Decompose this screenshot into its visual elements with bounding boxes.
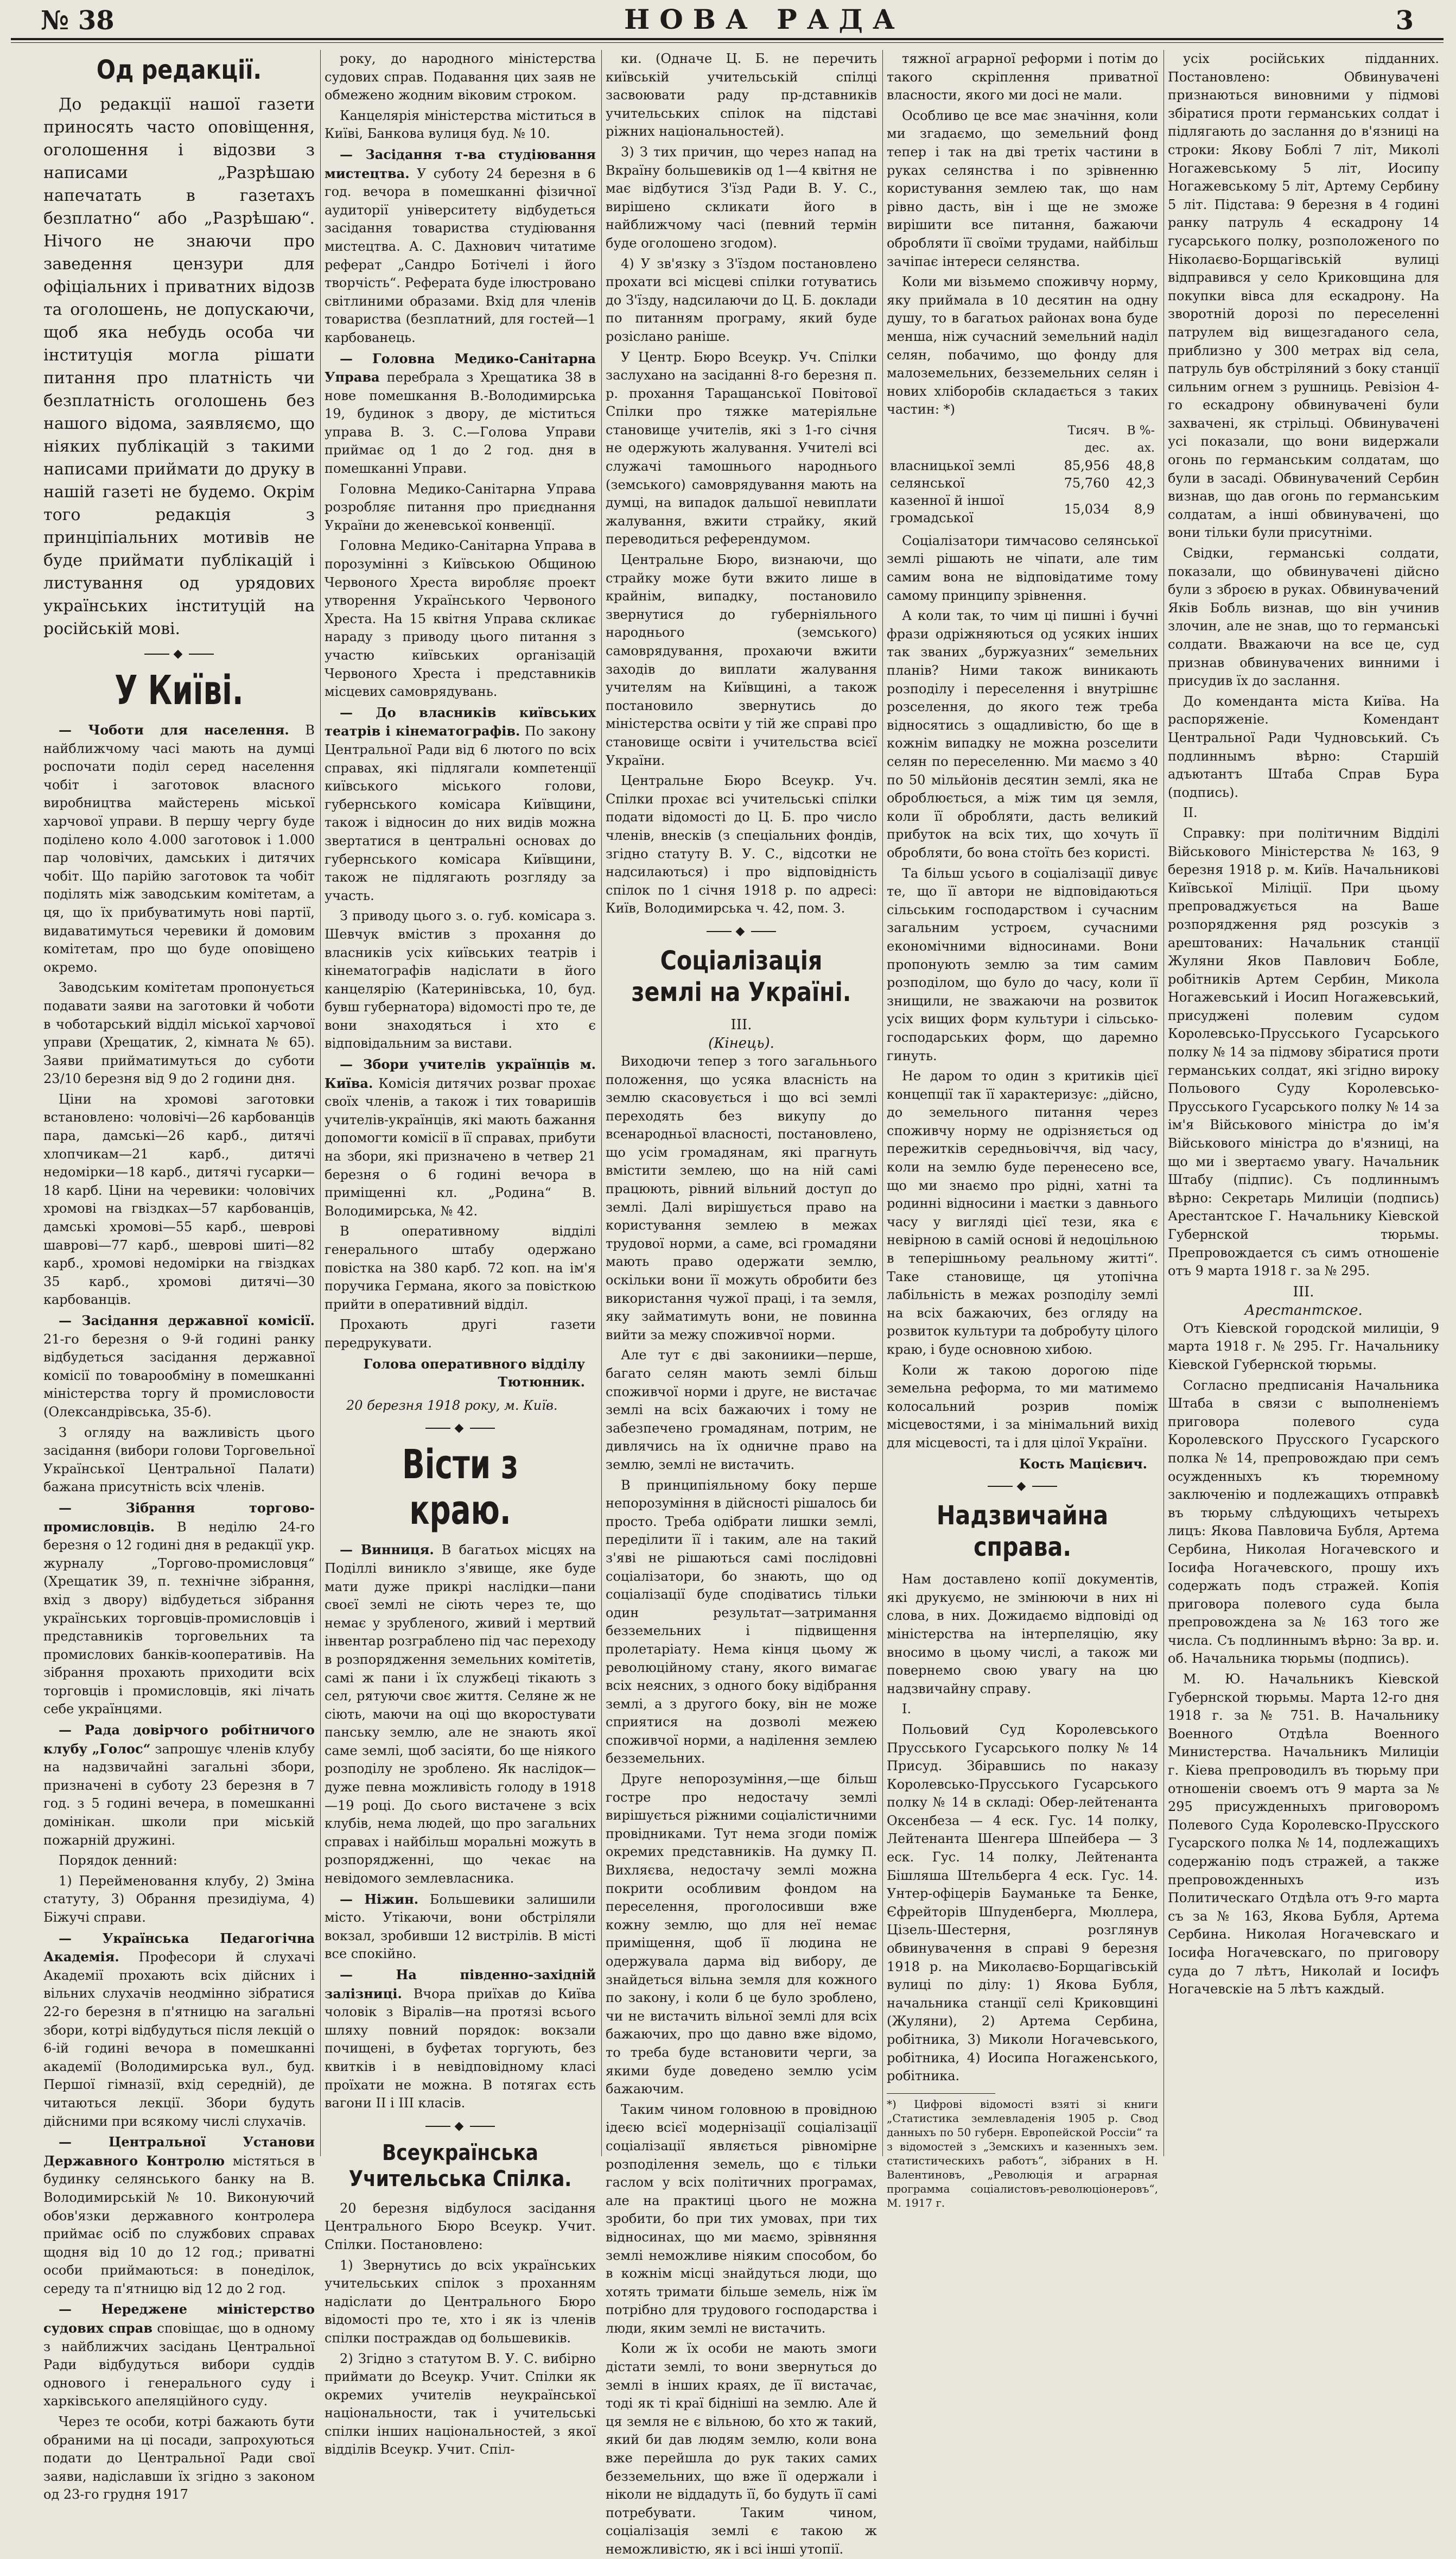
article-paragraph: [606, 50, 877, 141]
header-rule: [11, 38, 1444, 40]
table-cell: 85,956: [1064, 458, 1110, 473]
paragraph-text: В багатьох місцях на Поділлі виникло з'явище, яке буде мати дуже прикрі наслідки—пани своєї землі не сіють через те, що немає у зрубленого, живий і мертвий інвентар розграблено під час переходу в розпорядження земельних комітетів, самі ж пани і їх службеці тікають з сел, рятуючи своє життя. Селяне ж не сіють, маючи на оці що вкоростувати панську землю, але не знають якої саме землі, щоб засіяти, бо ще ніякого розподілу не зроблено. Як наслідок—дуже певна можливість голоду в 1918—19 році. До сього вистачене з всіх клубів, нема людей, що про загальних справах і найбільш моральні можуть в розпорядженні, що чекає на невідомого землевласника.: [325, 1542, 596, 1886]
paragraph-text: А коли так, то чим ці пишні і бучні фрази одріжняються од усяких інших так званих „буржуазних“ земельних планів? Ними також виникають розподілу і переселення і внутрішнє розселення, до якого теж треба відносятись з ощадливістю, бо ще в кожнім випадку не можна розселити селян по переселенню. Ми маємо з 40 по 50 мільйонів десятин землі, яка не оброблюється, а між тим ця земля, коли її обробляти, дасть великий прибуток на всіх тих, що хочуть її обробляти, бо вона стоїть без користі.: [887, 608, 1158, 860]
article-paragraph: [887, 50, 1158, 105]
paragraph-text: Коли ж їх особи не мають змоги дістати землі, то вони звернуться до землі в інших краях, де її вистачає, тоді як ті краї бідніші на землю. Але й ця земля не є вільною, бо хто ж такий, який би дав людям землю, коли вона вже перейшла до рук таких самих безземельних, що вже її одержали і ніколи не віддадуть її, бо будуть її самі потребувати. Таким чином, соціалізація землі є такою ж неможливістю, як і всі інші утопії.: [606, 2341, 877, 2557]
column-divider: [882, 50, 883, 2156]
paragraph-text: Канцелярія міністерства міститься в Київі, Банкова вулиця буд. № 10.: [325, 107, 596, 142]
paragraph-text: По закону Центральної Ради від 6 лютого по всіх справах, які підлягали компетенції київського міського голови, губернського комісара Київщини, також і відносин до них видів можна звертатися в центральні основах до губернського комісара Київщини, також не підлягають розгляду за участь.: [325, 724, 596, 903]
footnote-rule: [887, 2093, 995, 2094]
article-paragraph: [1168, 825, 1439, 1281]
paragraph-text: Прохають другі газети передрукувати.: [325, 1317, 596, 1351]
article-paragraph: [606, 1770, 877, 2099]
paragraph-text: Особливо це все має значіння, коли ми згадаємо, що земельний фонд тепер і так на дві третіх частини в руках селянства і по зрівненню користування землею так, що нам рівно дасть, він і ще не зможе вирішити все питання, бажаючи обробляти її своїми трудами, найбільш зачіпає інтереси селянства.: [887, 107, 1158, 269]
article-paragraph: [887, 107, 1158, 271]
article-paragraph: [325, 704, 596, 905]
editorial-headline: Од редакції.: [96, 55, 262, 85]
article-paragraph: [43, 1424, 315, 1497]
table-header-cell: В %-ах.: [1127, 423, 1155, 455]
table-cell: 8,9: [1134, 501, 1155, 517]
paragraph-heading: — Чоботи для населення.: [59, 722, 289, 738]
article-paragraph: [606, 1346, 877, 1474]
table-row: [887, 492, 1158, 527]
paragraph-text: II.: [1183, 805, 1198, 821]
land-fund-table: [887, 422, 1158, 527]
article-paragraph: [43, 1091, 315, 1309]
paragraph-text: М. Ю. Начальникъ Кіевской Губернской тюрьмы. Марта 12-го дня 1918 г. за № 751. В. Начальнику Военного Отдѣла Военного Министерства. Начальникъ Милиціи г. Кіева препроводилъ въ тюрьму при отношеніи своемъ отъ 9 марта за № 295 присужденныхъ приговоромъ Полевого Суда Королевско-Прусского Гусарского полка № 14, подлежащихъ содержанію подъ стражей, а также препровожденныхъ изъ Политическаго Отдѣла отъ 9-го марта съ за № 163, Якова Бубля, Артема Сербина. Николая Ногачевскаго и Іосифа Ногачевскаго, по приговору суда до 7 лѣтъ, Николай и Іосифъ Ногачевскіе на 5 лѣтъ каждый.: [1168, 1671, 1439, 1997]
column-divider: [601, 50, 602, 2156]
emergency-case-continued: [1168, 50, 1439, 1281]
article-paragraph: [1168, 1670, 1439, 1999]
paragraph-text: Нам доставлено копії документів, які друкуємо, не змінюючи в них ні слова, в них. Дожидаємо відповіді од міністерства на інтерпеляцію, яку вносимо в цьому числі, а також ми повернемо свою увагу на цю надзвичайну справу.: [887, 1572, 1158, 1696]
paragraph-heading: — Нереджене міністерство судових справ: [43, 2301, 315, 2336]
section-ornament: ◆: [887, 1478, 1158, 1494]
emergency-case-headline: Надзвичайна справа.: [936, 1500, 1109, 1563]
paragraph-heading: — На південно-західній залізниці.: [325, 1967, 596, 2001]
paragraph-text: Таким чином головною в провідною ідеєю всієї модернізації соціалізації соціалізації являється рівномірне розподілення земель, що є тільки гаслом у всіх політичних програмах, але на практиці цього не можна зробити, бо при тих умовах, при тих відносинах, що ми маємо, зрівняння землі неможливе ніяким способом, бо в кожнім місці знайдуться люди, що хотять тримати більше земель, ніж їм потрібно для трудового господарства і люди, яким землі не вистачить.: [606, 2101, 877, 2336]
table-cell: власницької землі: [890, 458, 1015, 473]
article-paragraph: [325, 537, 596, 701]
dateline: 20 березня 1918 року, м. Київ.: [346, 1397, 558, 1413]
article-paragraph: [606, 772, 877, 918]
table-header-cell: Тисяч. дес.: [1067, 423, 1110, 455]
column-3: [606, 50, 877, 2557]
column-2: [325, 50, 596, 2457]
paragraph-text: До коменданта міста Київа. На распоряженіе. Комендант Центральної Ради Чудновський. Съ подлиннымъ вѣрно: Старшій адъютантъ Штаба Справ Бура (подпись).: [1168, 693, 1439, 800]
paragraph-text: Польовий Суд Королевського Прусського Гусарського полку № 14 Присуд. Збіравшись по наказу Королевсько-Прусського Гусарського полку № 14 в складі: Обер-лейтенанта Оксенбеза — 4 еск. Гус. 14 полку, Лейтенанта Шенгера Шпейбера — 3 еск. Гус. 14 полку, Лейтенанта Бішляша Штельберга 4 еск. Гус. 14. Унтер-офіцерів Бауманьке та Бенке, Єфрейторів Шпуденберга, Мюллера, Цізель-Шестерня, розглянув обвинувачення в справі 9 березня 1918 р. на Миколаєво-Борщагівській вулиці по ділу: 1) Якова Бубля, начальника станції селі Криковщині (Жуляни), 2) Артема Сербина, робітника, 3) Миколи Ногачевського, робітника, 4) Иосипа Ногаженського, робітника.: [887, 1721, 1158, 2084]
header-rule-thin: [11, 42, 1444, 43]
paragraph-text: Центральне Бюро, визнаючи, що страйку може бути вжито лише в крайнім, випадку, постановило звернутися до губерніяльного народнього (земського) самоврядування, прохаючи вжити заходів до виплати жалування учителям на Київщині, а також постановило звернутись до міністерства освіти у тій же справі про становище освіти і учительства всієї України.: [606, 552, 877, 768]
paragraph-heading: — Українська Педагогічна Академія.: [43, 1930, 315, 1965]
article-paragraph: [325, 50, 596, 105]
paragraph-text: У Центр. Бюро Всеукр. Уч. Спілки заслухано на засіданні 8-го березня п. р. прохання Таращанської Повітової Спілки про тяжке матеріяльне становище учителів, які з 1-го січня не одержують жалування. Учителі всі служачі тамошнього народнього (земського) самоврядування мають на думці, на випадок дальшої невиплати жалування, вжити страйку, який переводиться референдумом.: [606, 349, 877, 547]
article-paragraph: [43, 2413, 315, 2504]
footnote: *) Цифрові відомості взяті зі книги „Статистика землевладенія 1905 р. Свод данныхъ по 50 губерн. Европейской Россіи“ та з відомостей з „Земскихъ и казенныхъ зем. статистическихъ работъ“, зібраних в Н. Валентиновъ, „Революція и аграрная программа соціалистовъ-революціонеровъ“, М. 1917 г.: [887, 2097, 1158, 2209]
paragraph-heading: — Рада довірчого робітничого клубу „Голос“: [43, 1722, 315, 1757]
paragraph-heading: — Засідання т-ва студіювання мистецтва.: [325, 146, 596, 181]
paragraph-text: Заводським комітетам пропонується подавати заяви на заготовки й чоботи в чоботарський відділ міської харчової управи (Хрещатик, 2, кімната № 65). Заяви прийматимуться до суботи 23/10 березня від 9 до 2 години дня.: [43, 980, 315, 1087]
section-ornament: ◆: [325, 1420, 596, 1436]
paragraph-text: Свідки, германські солдати, показали, що обвинувачені дійсно були з зброєю в руках. Обвинувачений Яків Бобль визнав, що він учинив злочин, але не знав, що то германські солдати. Вважаючи на все це, суд признав обвинувачених винними і присудив їх до заслання.: [1168, 546, 1439, 689]
article-paragraph: [887, 607, 1158, 862]
article-paragraph: [43, 1721, 315, 1849]
table-cell: казенної й іншої громадської: [890, 492, 1004, 525]
paragraph-text: 1) Звернутись до всіх українських учительських спілок з проханням надіслати до Центрального Бюро відомості про те, хто і як із членів спілки постраждав од большевиків.: [325, 2257, 596, 2346]
paragraph-text: Справку: при політичним Відділі Військового Міністерства № 163, 9 березня 1918 р. м. Київ. Начальникові Київської Міліції. При цьому препроваджується на Ваше розпорядження ряд розсуків з арештованих: Начальник станції Жуляни Яков Павлович Бобле, робітників Артем Сербин, Микола Ногажевський і Иосип Ногажевський, присуджені полевим судом Королевсько-Прусського Гусарського полку № 14 за підмову збіратися проти германських солдат, які згідно вироку Польового Суду Королевсько-Прусського Гусарського полку № 14 за ім'я Військового міністра до ім'я Військового міністра до в'язниці, на що ми і звертаємо увагу. Начальник Штабу (підпис). Съ подлиннымъ вѣрно: Секретарь Милиціи (подпись) Арестантское Г. Начальнику Кіевской Губернской тюрьмы. Препровождается съ симъ отношеніе отъ 9 марта 1918 г. за № 295.: [1168, 825, 1439, 1279]
paragraph-text: Коли ми візьмемо споживчу норму, яку приймала в 10 десятин на одну душу, то в багатьох районах вона буде менша, ніж сучасний земельний наділ селян, побачимо, що фонду для малоземельних, безземельних селян і нових хліборобів складається з таких частин: *): [887, 274, 1158, 417]
article-paragraph: [325, 350, 596, 478]
land-socialization-conclusion: [887, 532, 1158, 1453]
table-header-cell: [887, 422, 1046, 457]
section-ornament: ◆: [325, 2118, 596, 2134]
editorial-notice: До редакції нашої газети приносять часто оповіщення, оголошення і відозви з написами „Разрѣшаю напечатать в газетахъ безплатно“ або „Разрѣшаю“. Нічого не знаючи про заведення цензури для офіціальних і приватних відозв та оголошень, не допускаючи, щоб яка небудь особа чи інституція могла рішати питання про платність чи безплатність оголошень без нашого відома, заявляємо, що ніяких публікацій з такими написами приймати до друку в нашій газеті не будемо. Окрім того редакція з принціпіальних мотивів не буде приймати публікацій і листування од урядових українських інституцій на російській мові.: [43, 95, 315, 638]
paragraph-text: Большевики залишили місто. Утікаючи, вони обстріляли вокзал, зробивши 12 вистрілів. В місті все спокійно.: [325, 1891, 596, 1962]
column-5: [1168, 50, 1439, 2162]
article-paragraph: [887, 1570, 1158, 1698]
paragraph-text: Соціалізатори тимчасово селянської землі рішають не чіпати, але тим самим вона не відповідатиме тому самому принципу зрівнення.: [887, 533, 1158, 603]
paragraph-text: Через те особи, котрі бажають бути обраними на ці посади, запрохуються подати до Центральної Ради свої заяви, надіславши їх згідно з законом од 23-го грудня 1917: [43, 2414, 315, 2503]
article-paragraph: [887, 1067, 1158, 1359]
article-paragraph: [325, 1890, 596, 1963]
paragraph-text: В оперативному відділі генерального штабу одержано повістка на 380 карб. 72 коп. на ім'я поручика Германа, якого за повісткою прийти в оперативний відділ.: [325, 1224, 596, 1312]
paragraph-text: В принципіяльному боку перше непорозуміння в дійсності рішалось би просто. Треба одібрати лишки землі, переділити її і таким, але на такий з'яві не рішаються самі послідовні соціалізатори, бо знають, що од соціалізації буде сподіватись тільки один результат—затримання безземельних і підвищення пролетаріату. Нема кінця цьому ж революційному стану, якого вимагає всіх неясних, з одного боку відібрання землі, а з другого боку, він не може сприятися на дозволі межею споживчої норми, а наділення землею безземельних.: [606, 1477, 877, 1766]
teachers-union-headline: Всеукраїнська Учительська Спілка.: [348, 2140, 572, 2191]
paragraph-text: Головна Медико-Санітарна Управа розробляє питання про приєднання України до женевської конвенції.: [325, 481, 596, 533]
kyiv-news-headline: У Київі.: [115, 667, 244, 714]
article-paragraph: [325, 2257, 596, 2348]
teachers-union-body: [325, 2200, 596, 2459]
paragraph-text: перебрала з Хрещатика 38 в нове помешкання В.-Володимирська 19, будинок з двору, де міститься управа В. З. С.—Голова Управи приймає од 1 до 2 год. дня в помешканні Управи.: [325, 370, 596, 477]
page-number: 3: [1395, 5, 1414, 36]
column-1: [43, 50, 315, 2503]
article-paragraph: [43, 1872, 315, 1927]
paragraph-heading: — Зібрання торгово-промисловців.: [43, 1499, 315, 1535]
paragraph-text: З приводу цього з. о. губ. комісара з. Шевчук вмістив з прохання до власників усіх київських театрів і кінематографів надіслати в його канцелярію (Катеринівська, 10, буд. бувш губернатора) відомості про те, де вони знаходяться і хто є відповідальним за вистави.: [325, 908, 596, 1052]
paragraph-text: 1) Перейменовання клубу, 2) Зміна статуту, 3) Обрання президіума, 4) Біжучі справи.: [43, 1873, 315, 1925]
paragraph-heading: — Збори учителів українців м. Київа.: [325, 1056, 596, 1091]
paragraph-text: Професори й слухачі Академії прохають всіх дійсних і вільних слухачів неодмінно зібратися 22-го березня в п'ятницю на загальні збори, котрі відбудуться після лекцій о 6-ій годині вечора в помешканні академії (Володимирська вул., буд. Першої гімназії, вхід середній), де читаються лекції. Збори будуть дійсними при всякому числі слухачів.: [43, 1949, 315, 2129]
land-socialization-body: [606, 1053, 877, 2559]
article-paragraph: [325, 480, 596, 535]
article-paragraph: [43, 1929, 315, 2131]
paragraph-text: сповіщає, що в одному з найближчих засідань Центральної Ради відбудуться вибори суддів однового і генерального суду і харківського апеляційного суду.: [43, 2321, 315, 2409]
article-paragraph: [43, 2133, 315, 2298]
article-paragraph: [43, 979, 315, 1088]
article-paragraph: [325, 145, 596, 347]
paragraph-heading: — Центральної Установи Державного Контролю: [43, 2134, 315, 2169]
paragraph-text: усіх російських підданних. Постановлено: Обвинувачені признаються виновними у підмові збіратися проти германських солдат і підлягають до заслання до в'язниці на строки: Якову Боблі 7 літ, Миколі Ногажевському 5 літ, Иосипу Ногажевському 5 літ, Артему Сербину 5 літ. Підстава: 9 березня в 4 годині ранку патруль 4 ескадрону 14 гусарського полку, розположеного по Ніколаєво-Борщагівській вулиці відправився у село Криковщина для покупки вівса для ескадрону. На зворотній дорозі по переселенні патрулем від вищезгаданого села, приблизно у 300 метрах від села, патруль був обстріляний з боку станції сильним огнем з рушниць. Ревізіон 4-го ескадрону обвинувачені були захвачені, як стрільці. Обвинувачені усі показали, що вони видержали огонь по германським солдатам, що були в засаді. Обвинувачений Сербин визнав, що дав огонь по германським солдатам, а інші обвинувачені, що вони тільки були присутніми.: [1168, 51, 1439, 541]
paragraph-text: запрошує членів клубу на надзвичайні загальні збори, призначені в суботу 23 березня в 7 год. з 5 годині вечера, в помешканні домінікан. школи при міській пожарній дружині.: [43, 1741, 315, 1848]
land-socialization-continued: [887, 50, 1158, 419]
paragraph-heading: — Головна Медико-Санітарна Управа: [325, 350, 596, 385]
paragraph-text: Виходючи тепер з того загальнього положення, що усяка власність на землю скасовується і що всі землі переходять без викупу до всенародньої власності, постановлено, що усім громадянам, які прагнуть вмістити землею, що на ній самі працюють, рівний вільний доступ до землі. Далі вирішується право на користування землею в межах трудової норми, а саме, всі громадяни мають право одержати землю, оскільки вони її можуть обробити без використання чужої праці, і та земля, яку займатимуть вони, не повинна вийти за межу споживчої норми.: [606, 1053, 877, 1342]
table-cell: 48,8: [1126, 458, 1155, 473]
paragraph-text: Друге непорозуміння,—ще більш гостре про недостачу землі вирішується ріжними соціалістичними провідниками. Тут нема згоди поміж окремих представників. На думку П. Вихляєва, недостачу землі можна покрити особливим фондом на переселення, проголосивши вже кожну землю, що для неї немає приміщення, щоб її людина не одержувала дарма від вибору, де знайдеться вільна земля для кожного по закону, і коли б це було зроблено, чи не вистачить вільної землі для всіх бажаючих, про що давно вже відомо, то треба буде встановити черги, за якими буде доведено землю усім бажаючим.: [606, 1771, 877, 2097]
newspaper-title: НОВА РАДА: [624, 3, 905, 35]
paragraph-text: Але тут є дві закониики—перше, багато селян мають землі більш споживчої норми і друге, не вистачає землі на всіх бажаючих і тому не забезпечено громадянам, потрим, не дивлячись на їх одничне право на землю, землі не вистачить.: [606, 1347, 877, 1472]
paragraph-heading: — Засідання державної комісії.: [59, 1313, 315, 1328]
teachers-union-continued: [606, 50, 877, 918]
article-paragraph: [1168, 50, 1439, 542]
paragraph-text: В найближчому часі мають на думці роспочати поділ серед населення чобіт і заготовок власного виробництва майстерень міської харчової управи. В першу чергу буде поділено коло 4.000 заготовок і 1.000 пар чоловічих, дамських і дитячих чобіт. Що парійю заготовок та чобіт поділять між заводським комітетам, а ця, що їх прибуватимуть нові партії, видаватимуться черевики й домовим комітетам, про що буде оповіщено окремо.: [43, 723, 315, 975]
paragraph-text: Центральне Бюро Всеукр. Уч. Спілки прохає всі учительські спілки подати відомості до Ц. Б. про число членів, внесків (з спеціальних фондів, згідно статуту В. У. С., відсотки не надсилаються) і про відповідність спілок по 1 січня 1918 р. по адресі: Київ, Володимирська ч. 42, пом. 3.: [606, 773, 877, 916]
table-row: [887, 457, 1158, 474]
article-paragraph: [325, 907, 596, 1053]
paragraph-text: В неділю 24-го березня о 12 годині дня в редакції укр. журналу „Торгово-промисловця“ (Хрещатик 39, п. технічне зібрання, вхід з двору) відбудеться зібрання українських торговців-промисловців і представників торговельних та промислових банків-кооперативів. На зібрання прохають приходити всіх торговців і промисловців, які лічать себе українцями.: [43, 1519, 315, 1717]
emergency-case-body: [887, 1570, 1158, 2086]
article-paragraph: [43, 1312, 315, 1422]
column-divider: [1163, 50, 1164, 2156]
article-paragraph: [325, 1966, 596, 2113]
article-paragraph: [606, 1477, 877, 1769]
article-paragraph: [887, 273, 1158, 419]
kyiv-news-continued: [325, 50, 596, 1353]
table-cell: 75,760: [1064, 475, 1110, 491]
paragraph-text: Отъ Кіевской городской милиціи, 9 марта 1918 г. № 295. Гг. Начальнику Кіевской Губернской тюрьмы.: [1168, 1320, 1439, 1372]
article-paragraph: [43, 721, 315, 977]
article-paragraph: [606, 255, 877, 346]
table-cell: 15,034: [1064, 501, 1110, 517]
kyiv-news-body: [43, 721, 315, 2504]
region-news-headline: Вісти з краю.: [402, 1441, 518, 1534]
article-paragraph: [1168, 804, 1439, 822]
table-header-row: [887, 422, 1158, 457]
paragraph-heading: — Ніжин.: [340, 1891, 419, 1907]
document-subtitle: Арестантское.: [1244, 1302, 1363, 1319]
paragraph-text: Не даром то один з критиків цієї концепції так її характеризує: „дійсно, до земельного питання через споживчу норму не одрізняється од пережитків середньовіччя, від часу, коли на землю буде перенесено все, що ми знаємо про рідні, хатні та родинні відносини і маєтки з давнього часу у вигляді цієї тези, яка є невірною в самій основі й недоцільною в теперішньому реальному житті“. Таке становище, ця утопічна лабільність в межах розподілу землі на всіх бажаючих, без огляду на розвиток культури та добробуту цілого краю, і буде основною хибою.: [887, 1068, 1158, 1357]
article-paragraph: [43, 2300, 315, 2411]
article-paragraph: [43, 1852, 315, 1870]
paragraph-text: Та більш усього в соціалізації дивує те, що її автори не відповідаються сільським господарством і сучасним загальним устроєм, сучасними економічними відносинами. Вони пропонують землю за тим самим розподілом, що було до часу, коли її знищили, не зважаючи на розвиток усіх вищих форм культури і сільсько-господарських форм, що даремно гинуть.: [887, 865, 1158, 1063]
section-ornament: ◆: [43, 646, 315, 662]
paragraph-text: Порядок денний:: [59, 1853, 177, 1868]
article-paragraph: [887, 865, 1158, 1066]
issue-number: № 38: [41, 5, 115, 36]
article-paragraph: [1168, 1320, 1439, 1374]
paragraph-text: ки. (Одначе Ц. Б. не перечить київській учительській спілці засвоювати раду пр-дставників учительських спілок на підставі ріжних національностей).: [606, 51, 877, 140]
paragraph-text: Коли ж такою дорогою піде земельна реформа, то ми матимемо колосальний розрив поміж місцевостями, і за мінімальний вихід для місцевості, та і для цілої України.: [887, 1362, 1158, 1450]
paragraph-text: 2) Згідно з статутом В. У. С. вибірно приймати до Всеукр. Учит. Спілки як окремих учителів неукраїнської національности, так і учительські спілки інших національностей, з якої відділів Всеукр. Учит. Спіл-: [325, 2351, 596, 2457]
article-paragraph: [606, 349, 877, 549]
article-paragraph: [325, 1223, 596, 1314]
article-paragraph: [887, 1700, 1158, 1719]
article-paragraph: [325, 107, 596, 143]
paragraph-text: Комісія дитячих розваг прохає своїх членів, а також і тих товаришів учителів-українців, які мають бажання допомогти комісії в її справах, прибути на збори, які призначено в четвер 21 березня о 6 годині вечора в приміщенні кл. „Родина“ В. Володимирська, № 42.: [325, 1075, 596, 1219]
paragraph-text: I.: [902, 1701, 912, 1717]
article-paragraph: [1168, 544, 1439, 691]
column-4: [887, 50, 1158, 2209]
paragraph-text: Головна Медико-Санітарна Управа в порозумінні з Київською Общиною Червоного Хреста виробляє проект утворення Українського Червоного Хреста. На 15 квітня Управа скликає нараду з приводу цього питання з участю київських організацій Червоного Хреста і представників місцевих самоврядувань.: [325, 538, 596, 700]
article-paragraph: [606, 143, 877, 253]
article-paragraph: [325, 2200, 596, 2254]
article-paragraph: [887, 1361, 1158, 1453]
paragraph-text: У суботу 24 березня в 6 год. вечора в помешканні фізичної аудиторії університету відбудеться засідання товариства студіювання мистецтва. А. С. Дахнович читатиме реферат „Сандро Ботічелі і його творчість“. Реферата буде ілюстровано світлиними образами. Вхід для членів товариства (безплатний, для гостей—1 карбованець.: [325, 166, 596, 345]
table-cell: селянської: [890, 475, 965, 491]
article-part-note: (Кінець).: [708, 1035, 774, 1052]
paragraph-text: Ціни на хромові заготовки встановлено: чоловічі—26 карбованців пара, дамські—26 карб., дитячі хлопчикам—21 карб., дитячі недомірки—18 карб., дитячі гусарки—18 карб. Ціни на черевики: чоловічих хромові на гвіздках—57 карбованців, дамські хромові—55 карб., шеврові шаврові—77 карб., шеврові шиті—82 карб., хромові недомірки на гвіздках 35 карб., хромові дитячі—30 карбованців.: [43, 1091, 315, 1308]
article-paragraph: [887, 532, 1158, 605]
article-paragraph: [606, 1053, 877, 1345]
column-divider: [320, 50, 321, 2156]
paragraph-text: 3) З тих причин, що через напад на Вкраїну большевиків од 1—4 квітня не має відбутися З'їзд Ради В. У. С., вирішено скликати його в найближчому часі (певний термін буде оголошено згодом).: [606, 144, 877, 251]
document-number: III.: [1293, 1283, 1314, 1300]
emergency-case-documents: [1168, 1320, 1439, 1999]
article-paragraph: [325, 1541, 596, 1887]
article-paragraph: [1168, 1377, 1439, 1669]
signature: Голова оперативного відділу Тютюнник.: [363, 1355, 585, 1390]
paragraph-text: Вчора приїхав до Київа чоловік з Віралів—на протязі всього шляху повний порядок: вокзали почищені, в буфетах торгують, без квитків і в невідповідному класі проїхати не можна. В потягах єсть вагони II і III класів.: [325, 1986, 596, 2111]
article-paragraph: [887, 1721, 1158, 2086]
paragraph-text: З огляду на важливість цього засідання (вибори голови Торговельної Української Центральної Палати) бажана присутність всіх членів.: [43, 1424, 315, 1495]
table-cell: 42,3: [1126, 475, 1155, 491]
masthead: [11, 0, 1444, 38]
paragraph-text: містяться в будинку селянського банку на В. Володимирській № 10. Виконуючий обов'язки державного контролера приймає осіб по службових справах щодня від 10 до 12 год.; приватні особи приймаються: в понеділок, середу та п'ятницю від 12 до 2 год.: [43, 2153, 315, 2296]
paragraph-text: року, до народного міністерства судових справ. Подавання цих заяв не обмежено жодним віковим строком.: [325, 51, 596, 103]
region-news-body: [325, 1541, 596, 2112]
paragraph-text: 4) У зв'язку з З'їздом постановлено прохати всі місцеві спілки готуватись до З'їзду, надсилаючи до Ц. Б. доклади по питанням програму, який буде розіслано раніше.: [606, 256, 877, 344]
paragraph-heading: — До власників київських театрів і кінематографів.: [325, 704, 596, 739]
section-ornament: ◆: [606, 923, 877, 940]
table-row: [887, 474, 1158, 492]
article-paragraph: [43, 1499, 315, 1719]
article-paragraph: [325, 2350, 596, 2460]
paragraph-heading: — Винниця.: [340, 1542, 434, 1558]
article-paragraph: [606, 2101, 877, 2338]
paragraph-text: 21-го березня о 9-й годині ранку відбудеться засідання державної комісії по товарообміну в помешканні міністерства торгу й промисловости (Олександрівська, 35-б).: [43, 1331, 315, 1420]
paragraph-text: Согласно предписанія Начальника Штаба в связи с выполненіемъ приговора полевого суда Королевского Прусского Гусарского полка № 14, препровождаю при семъ осужденныхъ къ тюремному заключенію и подлежащихъ отправкѣ въ тюрьму слѣдующихъ четырехъ лицъ: Якова Павловича Бубля, Артема Сербина, Николая Ногачевского и Іосифа Ногачевского, прошу ихъ содержать подъ стражей. Копія приговора полевого суда была препровождена за № 163 того же числа. Съ подлиннымъ вѣрно: За вр. и. об. Начальника тюрьмы (подпись).: [1168, 1377, 1439, 1667]
author-signature: Кость Мацієвич.: [1019, 1455, 1147, 1472]
article-paragraph: [325, 1316, 596, 1352]
paragraph-text: тяжної аграрної реформи і потім до такого скріплення приватної власности, якого ми досі не мали.: [887, 51, 1158, 103]
paragraph-text: 20 березня відбулося засідання Центрального Бюро Всеукр. Учит. Спілки. Постановлено:: [325, 2200, 596, 2252]
article-paragraph: [606, 2340, 877, 2558]
article-paragraph: [1168, 693, 1439, 802]
land-socialization-headline: Соціалізація землі на Україні.: [631, 945, 851, 1008]
article-paragraph: [325, 1055, 596, 1220]
article-paragraph: [606, 551, 877, 770]
article-part: III.: [730, 1016, 752, 1033]
